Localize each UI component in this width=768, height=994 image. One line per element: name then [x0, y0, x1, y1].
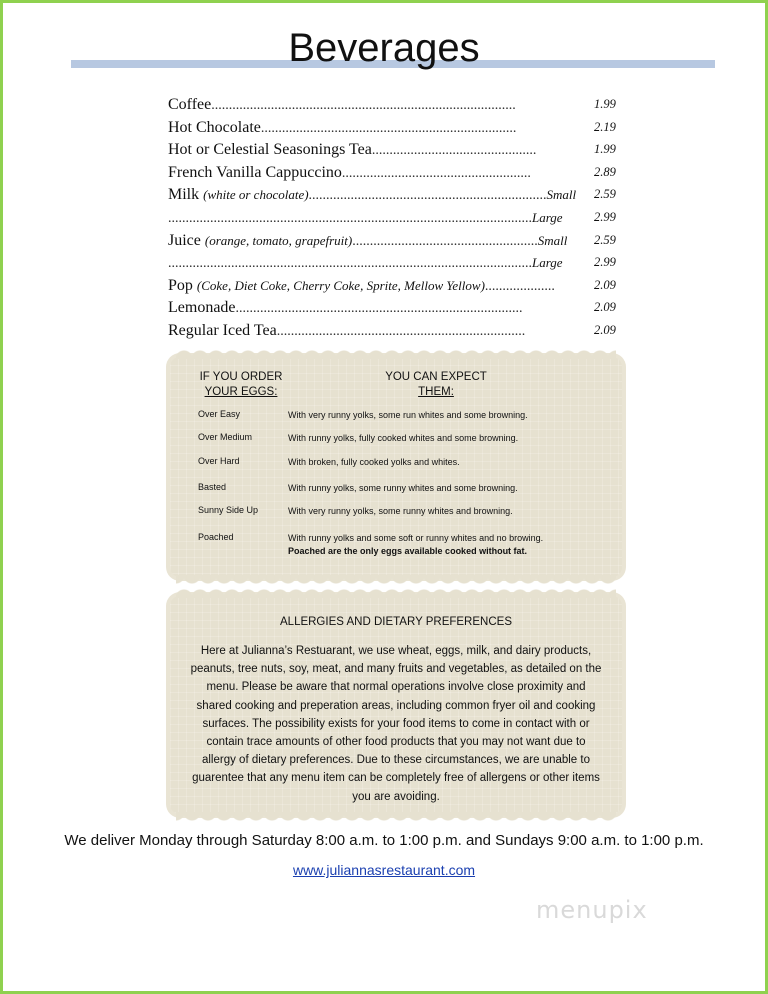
egg-description-text: With runny yolks, some runny whites and some browning.: [288, 483, 518, 493]
egg-styles-panel: [170, 357, 622, 577]
egg-description: [288, 409, 628, 422]
beverage-name: [168, 297, 572, 320]
beverage-name: [168, 139, 572, 162]
allergy-heading: ALLERGIES AND DIETARY PREFERENCES: [280, 616, 512, 628]
beverage-name: [168, 320, 572, 343]
egg-description-text: With runny yolks, fully cooked whites and some browning.: [288, 433, 519, 443]
beverage-price: 2.59: [594, 232, 616, 247]
beverage-name: [168, 94, 572, 117]
beverage-description: (Coke, Diet Coke, Cherry Coke, Sprite, Mellow Yellow): [196, 277, 485, 293]
egg-description: [288, 532, 628, 558]
egg-header-left-line2: YOUR EGGS:: [204, 386, 278, 398]
beverage-label: Hot Chocolate: [168, 118, 261, 136]
egg-style: Over Medium: [198, 432, 253, 442]
beverage-size: Large: [532, 209, 563, 225]
beverage-label: Coffee: [168, 96, 212, 113]
beverage-name: [168, 184, 577, 207]
beverage-row: [168, 139, 628, 162]
egg-style: Poached: [198, 532, 234, 542]
beverage-name: [168, 162, 572, 185]
beverage-description: (orange, tomato, grapefruit): [204, 232, 353, 248]
egg-description: [288, 432, 628, 445]
beverage-description: (white or chocolate): [203, 187, 309, 203]
beverage-label: Lemonade: [168, 299, 236, 317]
egg-style: Over Easy: [198, 409, 241, 419]
beverage-row: [168, 162, 628, 185]
egg-description-text: With very runny yolks, some runny whites and browning.: [288, 506, 513, 516]
beverage-row: [168, 94, 628, 117]
egg-header-right-line2: THEM:: [418, 386, 454, 398]
beverage-row: [168, 320, 628, 343]
dot-leader: .....................................................: [352, 233, 538, 249]
dot-leader: ...............................................: [371, 143, 537, 159]
beverage-row: [168, 184, 628, 207]
dot-leader: ........................................................................................................: [168, 256, 532, 272]
beverage-price: 2.89: [594, 164, 616, 179]
beverage-row: [168, 275, 628, 298]
egg-header-right-line1: YOU CAN EXPECT: [385, 371, 487, 383]
beverage-price: 1.99: [594, 97, 616, 111]
beverage-size: Small: [537, 232, 568, 248]
beverage-row: [168, 207, 628, 230]
beverage-price: 2.99: [594, 255, 616, 270]
egg-header-right: [376, 370, 496, 400]
egg-description-text: With broken, fully cooked yolks and whites.: [288, 457, 460, 467]
beverage-price: 2.09: [594, 322, 616, 337]
beverage-label: Hot or Celestial Seasonings Tea: [168, 141, 372, 159]
beverage-label: Juice: [168, 231, 205, 249]
dot-leader: ....................: [484, 278, 555, 294]
beverage-row: [168, 230, 628, 253]
website-link[interactable]: www.juliannasrestaurant.com: [292, 862, 476, 878]
egg-description: [288, 456, 628, 469]
beverage-label: Pop: [168, 276, 197, 294]
dot-leader: ....................................................................: [308, 188, 547, 204]
egg-note: Poached are the only eggs available cooked without fat.: [288, 546, 528, 556]
egg-description-text: With very runny yolks, some run whites and some browning.: [288, 410, 528, 420]
egg-style: Basted: [198, 482, 227, 492]
egg-style: Sunny Side Up: [198, 505, 259, 515]
egg-style: Over Hard: [198, 456, 240, 466]
dot-leader: .........................................................................: [260, 120, 517, 136]
dot-leader: .......................................................................: [276, 323, 526, 339]
beverage-price: 2.99: [594, 209, 616, 224]
egg-header-left: [196, 370, 286, 400]
beverage-list: [168, 94, 628, 343]
beverage-price: 2.19: [594, 119, 616, 134]
allergy-body: Here at Julianna’s Restuarant, we use wheat, eggs, milk, and dairy products, peanuts, tree nuts, soy, meat, and many fruits and vegetables, as detailed on the menu. Please be aware that normal operations involve close proximity and shared cooking and preperation areas, including common fryer oil and cooking surfaces. The possibility exists for your food items to come in contact with or contain trace amounts of other food products that you may not want due to allergy of dietary preferences. Due to these circumstances, we are unable to guarentee that any menu item can be completely free of allergens or other items you are avoiding.: [190, 645, 602, 803]
beverage-size: Large: [532, 255, 563, 271]
beverage-row: [168, 117, 628, 140]
beverage-size: Small: [546, 187, 577, 203]
egg-header-left-line1: IF YOU ORDER: [199, 371, 283, 383]
dot-leader: ........................................................................................................: [168, 210, 532, 226]
beverage-price: 2.09: [594, 277, 616, 292]
beverage-price: 1.99: [594, 142, 616, 157]
menupix-watermark: menupix: [536, 896, 648, 924]
beverage-price: 2.09: [594, 300, 616, 315]
beverage-name: [168, 230, 572, 253]
beverage-label: Regular Iced Tea: [168, 321, 277, 339]
beverage-name: [168, 275, 572, 298]
beverage-row: [168, 252, 628, 275]
beverage-label: French Vanilla Cappuccino: [168, 163, 342, 181]
allergy-panel: [170, 596, 622, 814]
delivery-hours: We deliver Monday through Saturday 8:00 a.m. to 1:00 p.m. and Sundays 9:00 a.m. to 1:00 p.m.: [64, 832, 704, 849]
egg-description-text: With runny yolks and some soft or runny whites and no browing.: [288, 533, 544, 543]
beverage-name: [168, 252, 572, 275]
beverage-name: [168, 117, 572, 140]
egg-description: [288, 482, 628, 495]
dot-leader: ..................................................................................: [235, 301, 523, 317]
beverage-name: [168, 207, 572, 230]
egg-description: [288, 505, 628, 518]
beverage-label: Milk: [168, 186, 204, 204]
dot-leader: ......................................................: [341, 165, 531, 181]
beverage-row: [168, 297, 628, 320]
dot-leader: .......................................................................................: [211, 98, 516, 113]
beverage-price: 2.59: [594, 187, 616, 202]
page-title: Beverages: [288, 26, 480, 70]
